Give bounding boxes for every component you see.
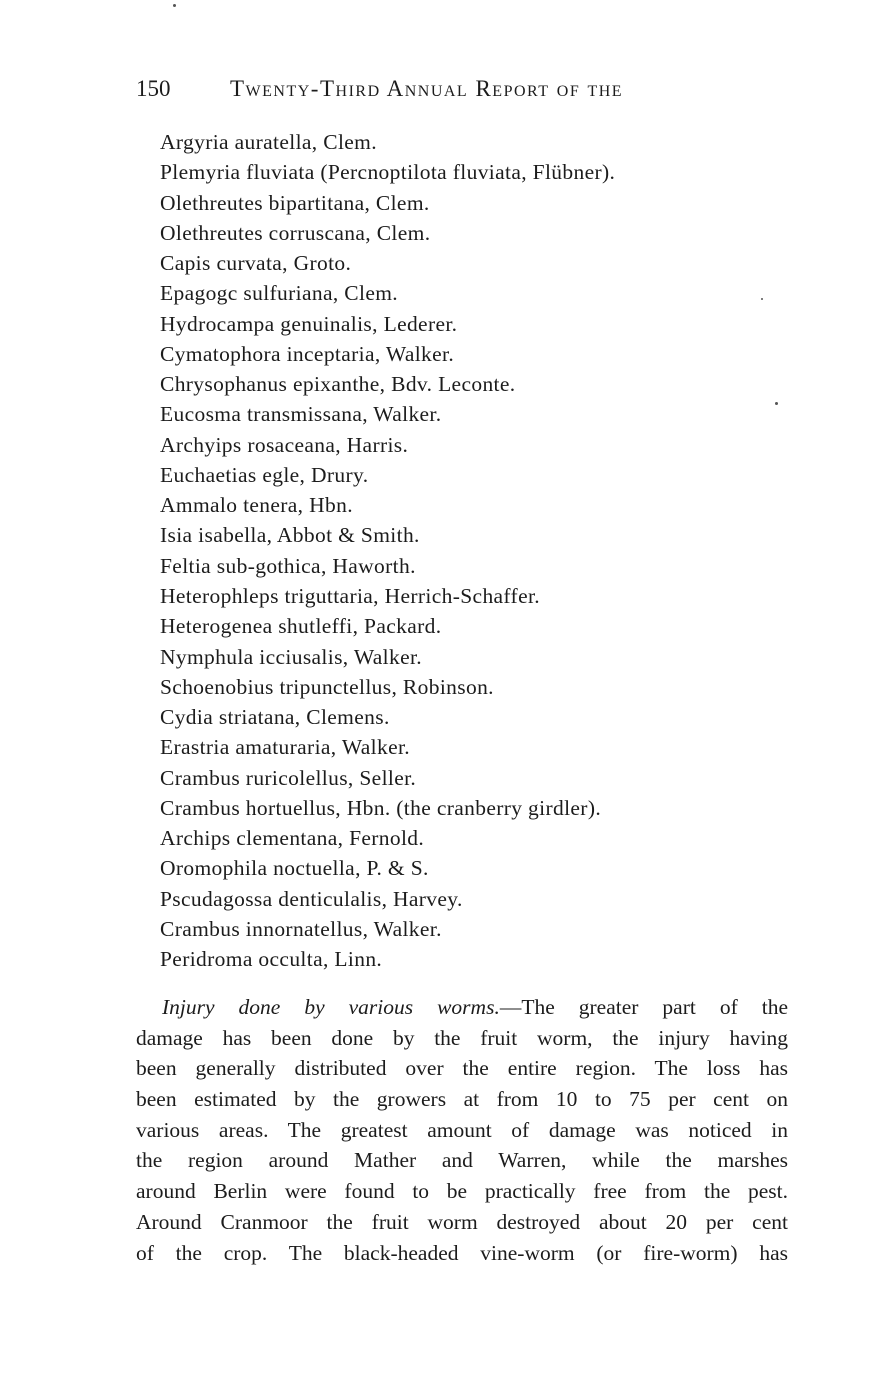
species-item: Argyria auratella, Clem. (160, 130, 377, 154)
species-item: Cymatophora inceptaria, Walker. (160, 341, 455, 366)
paragraph-lead-in: Injury done by various worms. (162, 995, 500, 1019)
species-item: Nymphula icciusalis, Walker. (160, 644, 423, 669)
species-item: Crambus innornatellus, Walker. (160, 916, 442, 941)
species-item: Hydrocampa genuinalis, Lederer. (160, 311, 458, 336)
species-item: Heterogenea shutleffi, Packard. (160, 614, 442, 639)
species-item: Feltia sub-gothica, Haworth. (160, 553, 416, 578)
paragraph-line: been generally distributed over the entire region. The loss has (136, 1056, 788, 1081)
paragraph-line: of the crop. The black-headed vine-worm (or fire-worm) has (136, 1240, 788, 1265)
injury-paragraph (136, 992, 788, 1268)
print-speck (761, 298, 763, 300)
species-list (160, 127, 615, 974)
species-item: Olethreutes corruscana, Clem. (160, 220, 431, 245)
paragraph-line (136, 992, 788, 1023)
page-number: 150 (136, 76, 171, 101)
species-item: Heterophleps triguttaria, Herrich-Schaffer. (160, 583, 541, 608)
species-item: Olethreutes bipartitana, Clem. (160, 190, 430, 215)
paragraph-line: various areas. The greatest amount of damage was noticed in (136, 1117, 788, 1142)
paragraph-line: damage has been done by the fruit worm, the injury having (136, 1025, 788, 1050)
species-item: Epagogc sulfuriana, Clem. (160, 281, 399, 306)
species-item: Crambus hortuellus, Hbn. (the cranberry girdler). (160, 795, 602, 820)
species-item: Archyips rosaceana, Harris. (160, 432, 409, 457)
paragraph-line: around Berlin were found to be practically free from the pest. (136, 1179, 788, 1204)
species-item: Isia isabella, Abbot & Smith. (160, 523, 420, 548)
species-item: Peridroma occulta, Linn. (160, 947, 383, 972)
paragraph-line: Around Cranmoor the fruit worm destroyed about 20 per cent (136, 1209, 788, 1234)
species-item: Erastria amaturaria, Walker. (160, 735, 411, 760)
species-item: Cydia striatana, Clemens. (160, 705, 390, 730)
species-item: Pscudagossa denticulalis, Harvey. (160, 886, 463, 911)
paragraph-line: the region around Mather and Warren, while the marshes (136, 1148, 788, 1173)
species-item: Chrysophanus epixanthe, Bdv. Leconte. (160, 372, 516, 397)
species-item: Ammalo tenera, Hbn. (160, 493, 353, 518)
print-speck (775, 402, 778, 405)
species-item: Oromophila noctuella, P. & S. (160, 856, 429, 881)
species-item: Archips clementana, Fernold. (160, 826, 425, 851)
species-item: Eucosma transmissana, Walker. (160, 402, 442, 427)
paragraph-first-line-text: —The greater part of the (499, 995, 788, 1019)
species-item: Euchaetias egle, Drury. (160, 462, 369, 487)
page-header (136, 72, 756, 106)
species-item: Schoenobius tripunctellus, Robinson. (160, 674, 494, 699)
paragraph-line: been estimated by the growers at from 10 to 75 per cent on (136, 1087, 788, 1112)
species-item: Crambus ruricolellus, Seller. (160, 765, 417, 790)
species-item: Plemyria fluviata (Percnoptilota fluviata, Flübner). (160, 160, 616, 185)
print-speck (173, 4, 176, 7)
running-head: Twenty-Third Annual Report of the (230, 76, 624, 101)
species-item: Capis curvata, Groto. (160, 251, 352, 276)
